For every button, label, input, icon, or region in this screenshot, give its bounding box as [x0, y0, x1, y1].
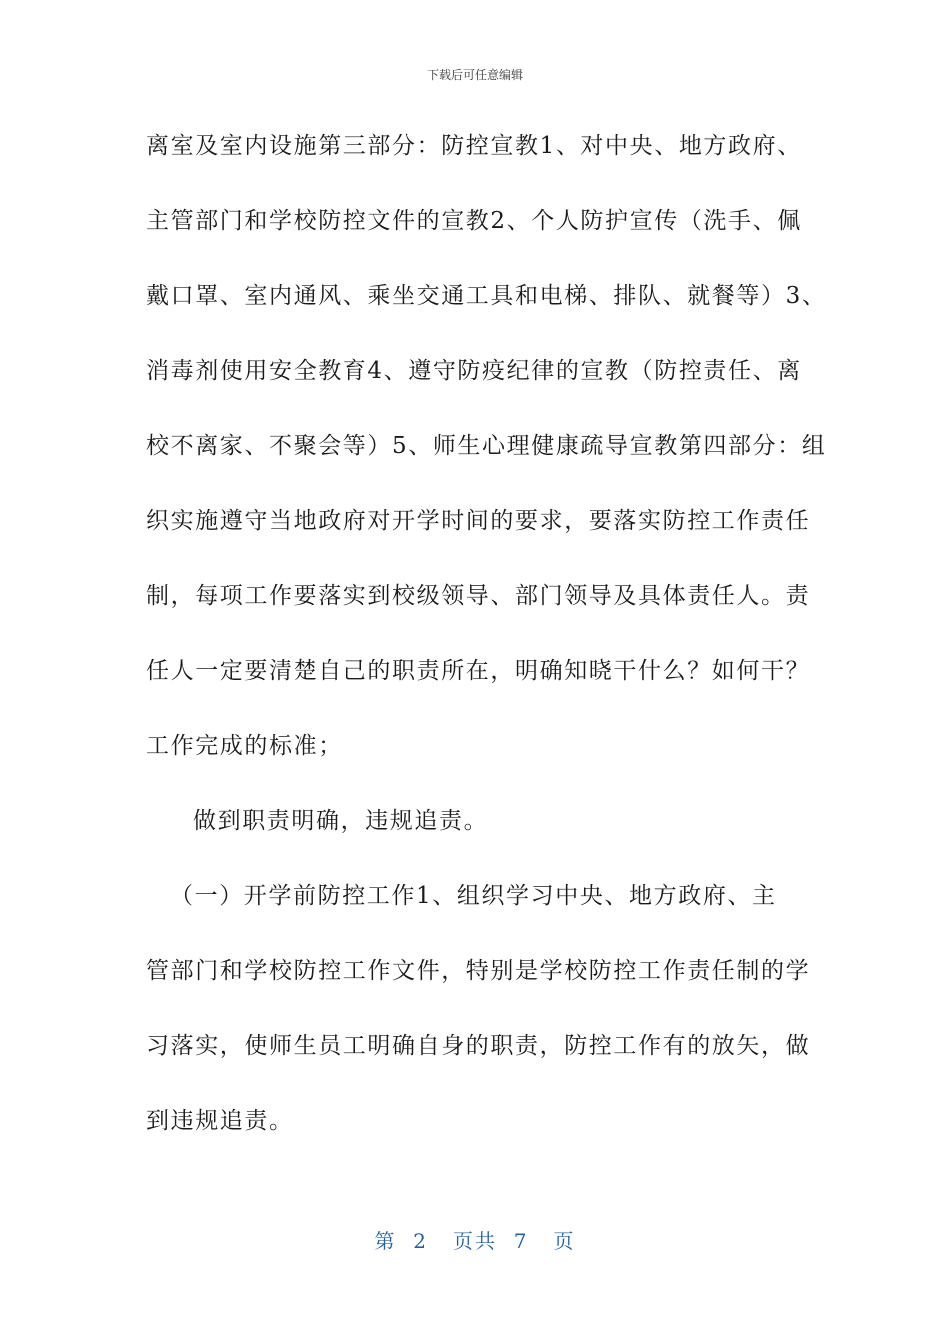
document-body	[146, 122, 827, 1172]
paragraph-start-line: 做到职责明确，违规追责。	[193, 808, 489, 834]
text-line: 离室及室内设施第三部分：防控宣教1、对中央、地方政府、	[146, 133, 802, 159]
text-line: 到违规追责。	[146, 1108, 294, 1134]
text-line: 消毒剂使用安全教育4、遵守防疫纪律的宣教（防控责任、离	[146, 358, 802, 384]
page-header: 下载后可任意编辑	[426, 68, 523, 82]
text-line: 校不离家、不聚会等）5、师生心理健康疏导宣教第四部分：组	[146, 433, 827, 459]
text-line: 织实施遵守当地政府对开学时间的要求，要落实防控工作责任	[146, 508, 811, 534]
text-line: 制，每项工作要落实到校级领导、部门领导及具体责任人。责	[146, 583, 811, 609]
text-line: 戴口罩、室内通风、乘坐交通工具和电梯、排队、就餐等）3、	[146, 283, 827, 309]
text-line: 管部门和学校防控工作文件，特别是学校防控工作责任制的学	[146, 958, 811, 984]
text-line: 工作完成的标准；	[146, 733, 343, 759]
page-footer-page-number: 第 2 页共 7 页	[374, 1229, 576, 1253]
text-line: 习落实，使师生员工明确自身的职责，防控工作有的放矢，做	[146, 1033, 811, 1059]
text-line: 任人一定要清楚自己的职责所在，明确知晓干什么？如何干？	[146, 658, 811, 684]
text-line: 主管部门和学校防控文件的宣教2、个人防护宣传（洗手、佩	[146, 208, 802, 234]
paragraph-start-line: （一）开学前防控工作1、组织学习中央、地方政府、主	[170, 883, 777, 909]
